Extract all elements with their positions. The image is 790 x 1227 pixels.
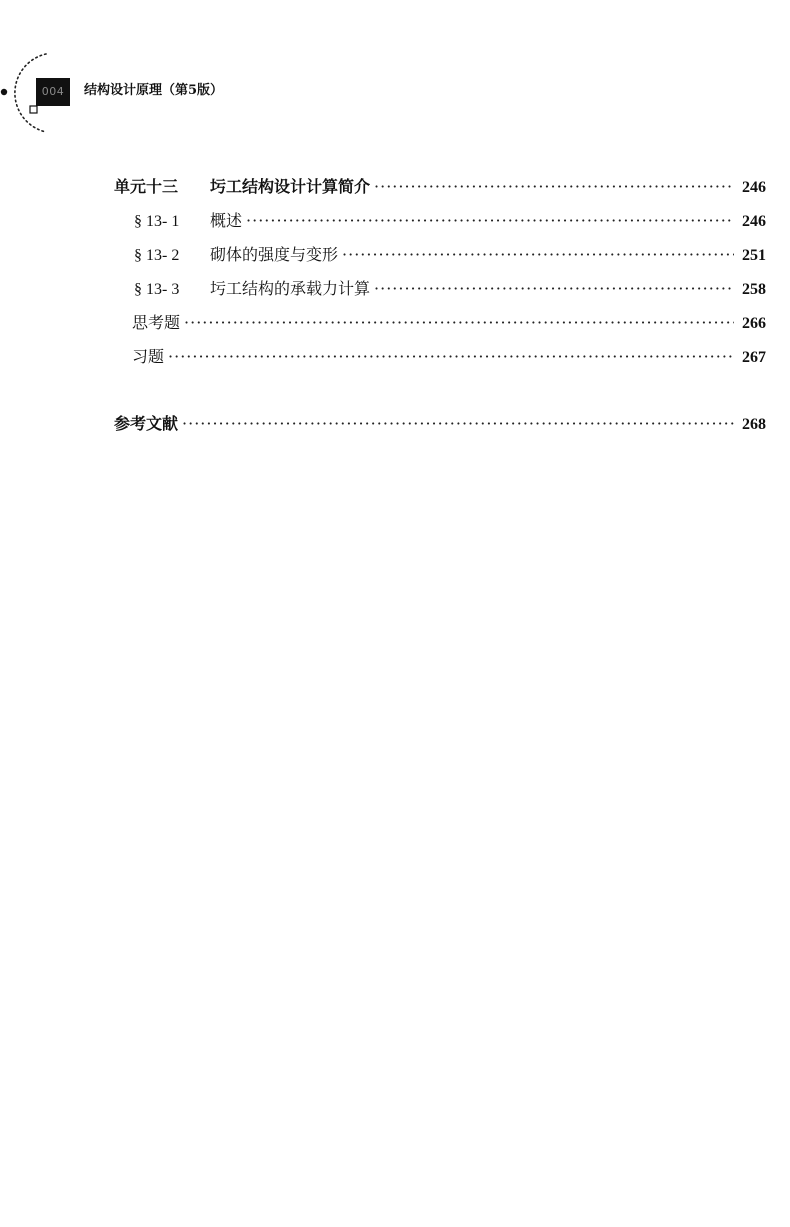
section-title: 圬工结构的承载力计算	[210, 279, 371, 298]
references-page-number: 268	[742, 416, 766, 433]
toc-section-label	[134, 209, 242, 234]
toc-section-13-1[interactable]	[114, 209, 766, 243]
toc-review-questions[interactable]	[114, 311, 766, 345]
table-of-contents	[114, 175, 766, 446]
dot-leader	[184, 311, 734, 335]
section-title: 砌体的强度与变形	[210, 245, 339, 264]
section-page-number: 246	[742, 213, 766, 230]
chapter-number: 单元十三	[114, 177, 179, 196]
dot-leader	[342, 243, 734, 267]
dot-leader	[182, 412, 734, 436]
toc-section-label	[134, 243, 338, 268]
toc-chapter-label	[114, 175, 370, 199]
dot-leader	[374, 277, 734, 301]
chapter-title: 圬工结构设计计算简介	[210, 177, 371, 196]
running-header	[0, 48, 300, 138]
section-title: 概述	[210, 211, 243, 230]
exercises-page-number: 267	[742, 349, 766, 366]
section-page-number: 258	[742, 281, 766, 298]
section-number: § 13- 3	[134, 281, 180, 298]
chapter-page-number: 246	[742, 179, 766, 196]
dot-leader	[374, 175, 734, 199]
toc-references[interactable]	[114, 412, 766, 446]
dot-leader	[246, 209, 734, 233]
section-number: § 13- 2	[134, 247, 180, 264]
toc-section-label	[134, 277, 370, 302]
toc-section-13-2[interactable]	[114, 243, 766, 277]
toc-section-13-3[interactable]	[114, 277, 766, 311]
section-page-number: 251	[742, 247, 766, 264]
review-questions-title: 思考题	[132, 313, 181, 332]
review-questions-page-number: 266	[742, 315, 766, 332]
page-number: 004	[36, 78, 70, 106]
book-title: 结构设计原理（第5版）	[84, 83, 224, 98]
references-title: 参考文献	[114, 414, 179, 433]
section-number: § 13- 1	[134, 213, 180, 230]
dot-leader	[168, 345, 734, 369]
toc-exercises[interactable]	[114, 345, 766, 379]
toc-chapter-13[interactable]	[114, 175, 766, 209]
exercises-title: 习题	[132, 347, 165, 366]
